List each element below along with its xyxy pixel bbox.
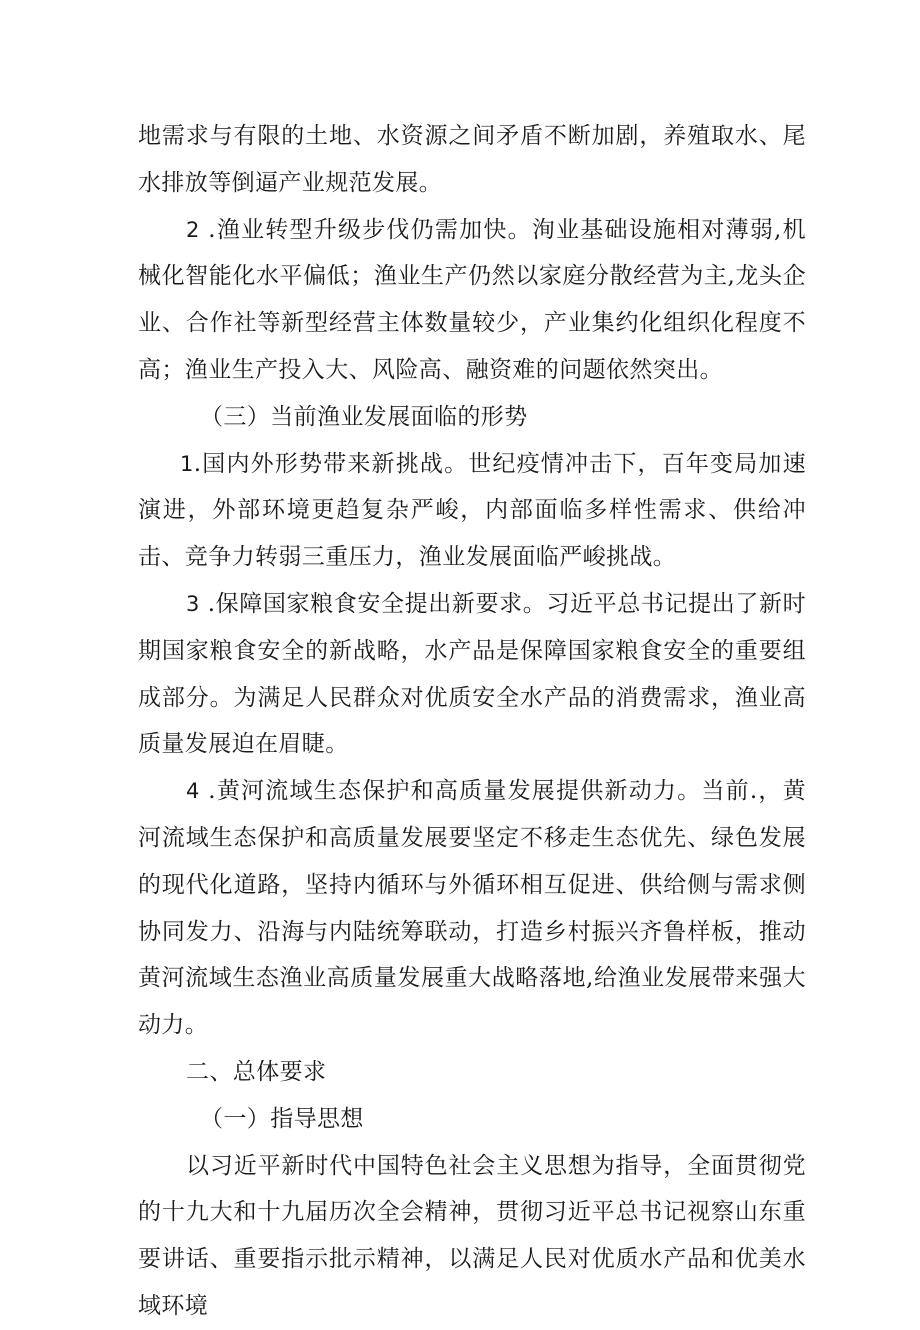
document-body	[138, 113, 806, 1330]
heading-text: 二、总体要求	[186, 1058, 327, 1085]
paragraph-text: 地需求与有限的土地、水资源之间矛盾不断加剧，养殖取水、尾水排放等倒逼产业规范发展。	[138, 123, 806, 196]
paragraph-item-4	[138, 768, 806, 1049]
heading-text: （三）当前渔业发展面临的形势	[200, 403, 528, 430]
paragraph-item-3	[138, 581, 806, 768]
item-number: 4	[186, 779, 200, 804]
section-heading-3	[138, 394, 806, 441]
paragraph-text: 以习近平新时代中国特色社会主义思想为指导，全面贯彻党的十九大和十九届历次全会精神，贯彻习近平总书记视察山东重要讲话、重要指示批示精神，以满足人民对优质水产品和优美水域环境	[138, 1152, 806, 1319]
paragraph-item-1	[138, 441, 806, 581]
item-number: 1	[180, 451, 194, 476]
item-number: 2	[186, 217, 200, 242]
paragraph-guiding-thought	[138, 1143, 806, 1330]
paragraph-item-2	[138, 207, 806, 394]
paragraph-text: .黄河流域生态保护和高质量发展提供新动力。当前.，黄河流域生态保护和高质量发展要坚定不移走生态优先、绿色发展的现代化道路，坚持内循环与外循环相互促进、供给侧与需求侧协同发力、沿海与内陆统筹联动，打造乡村振兴齐鲁样板，推动黄河流域生态渔业高质量发展重大战略落地,给渔业发展带来强大动力。	[138, 778, 806, 1039]
paragraph-text: .国内外形势带来新挑战。世纪疫情冲击下，百年变局加速演进，外部环境更趋复杂严峻，内部面临多样性需求、供给冲击、竞争力转弱三重压力，渔业发展面临严峻挑战。	[138, 450, 806, 571]
paragraph-continuation	[138, 113, 806, 207]
paragraph-text: .保障国家粮食安全提出新要求。习近平总书记提出了新时期国家粮食安全的新战略，水产品是保障国家粮食安全的重要组成部分。为满足人民群众对优质安全水产品的消费需求，渔业高质量发展迫在眉睫。	[138, 590, 806, 758]
chapter-heading-2	[138, 1049, 806, 1096]
item-number: 3	[186, 591, 200, 616]
paragraph-text: .渔业转型升级步伐仍需加快。洵业基础设施相对薄弱,机械化智能化水平偏低；渔业生产仍然以家庭分散经营为主,龙头企业、合作社等新型经营主体数量较少，产业集约化组织化程度不高；渔业生产投入大、风险高、融资难的问题依然突出。	[138, 216, 806, 383]
heading-text: （一）指导思想	[200, 1105, 364, 1132]
section-heading-1	[138, 1096, 806, 1143]
